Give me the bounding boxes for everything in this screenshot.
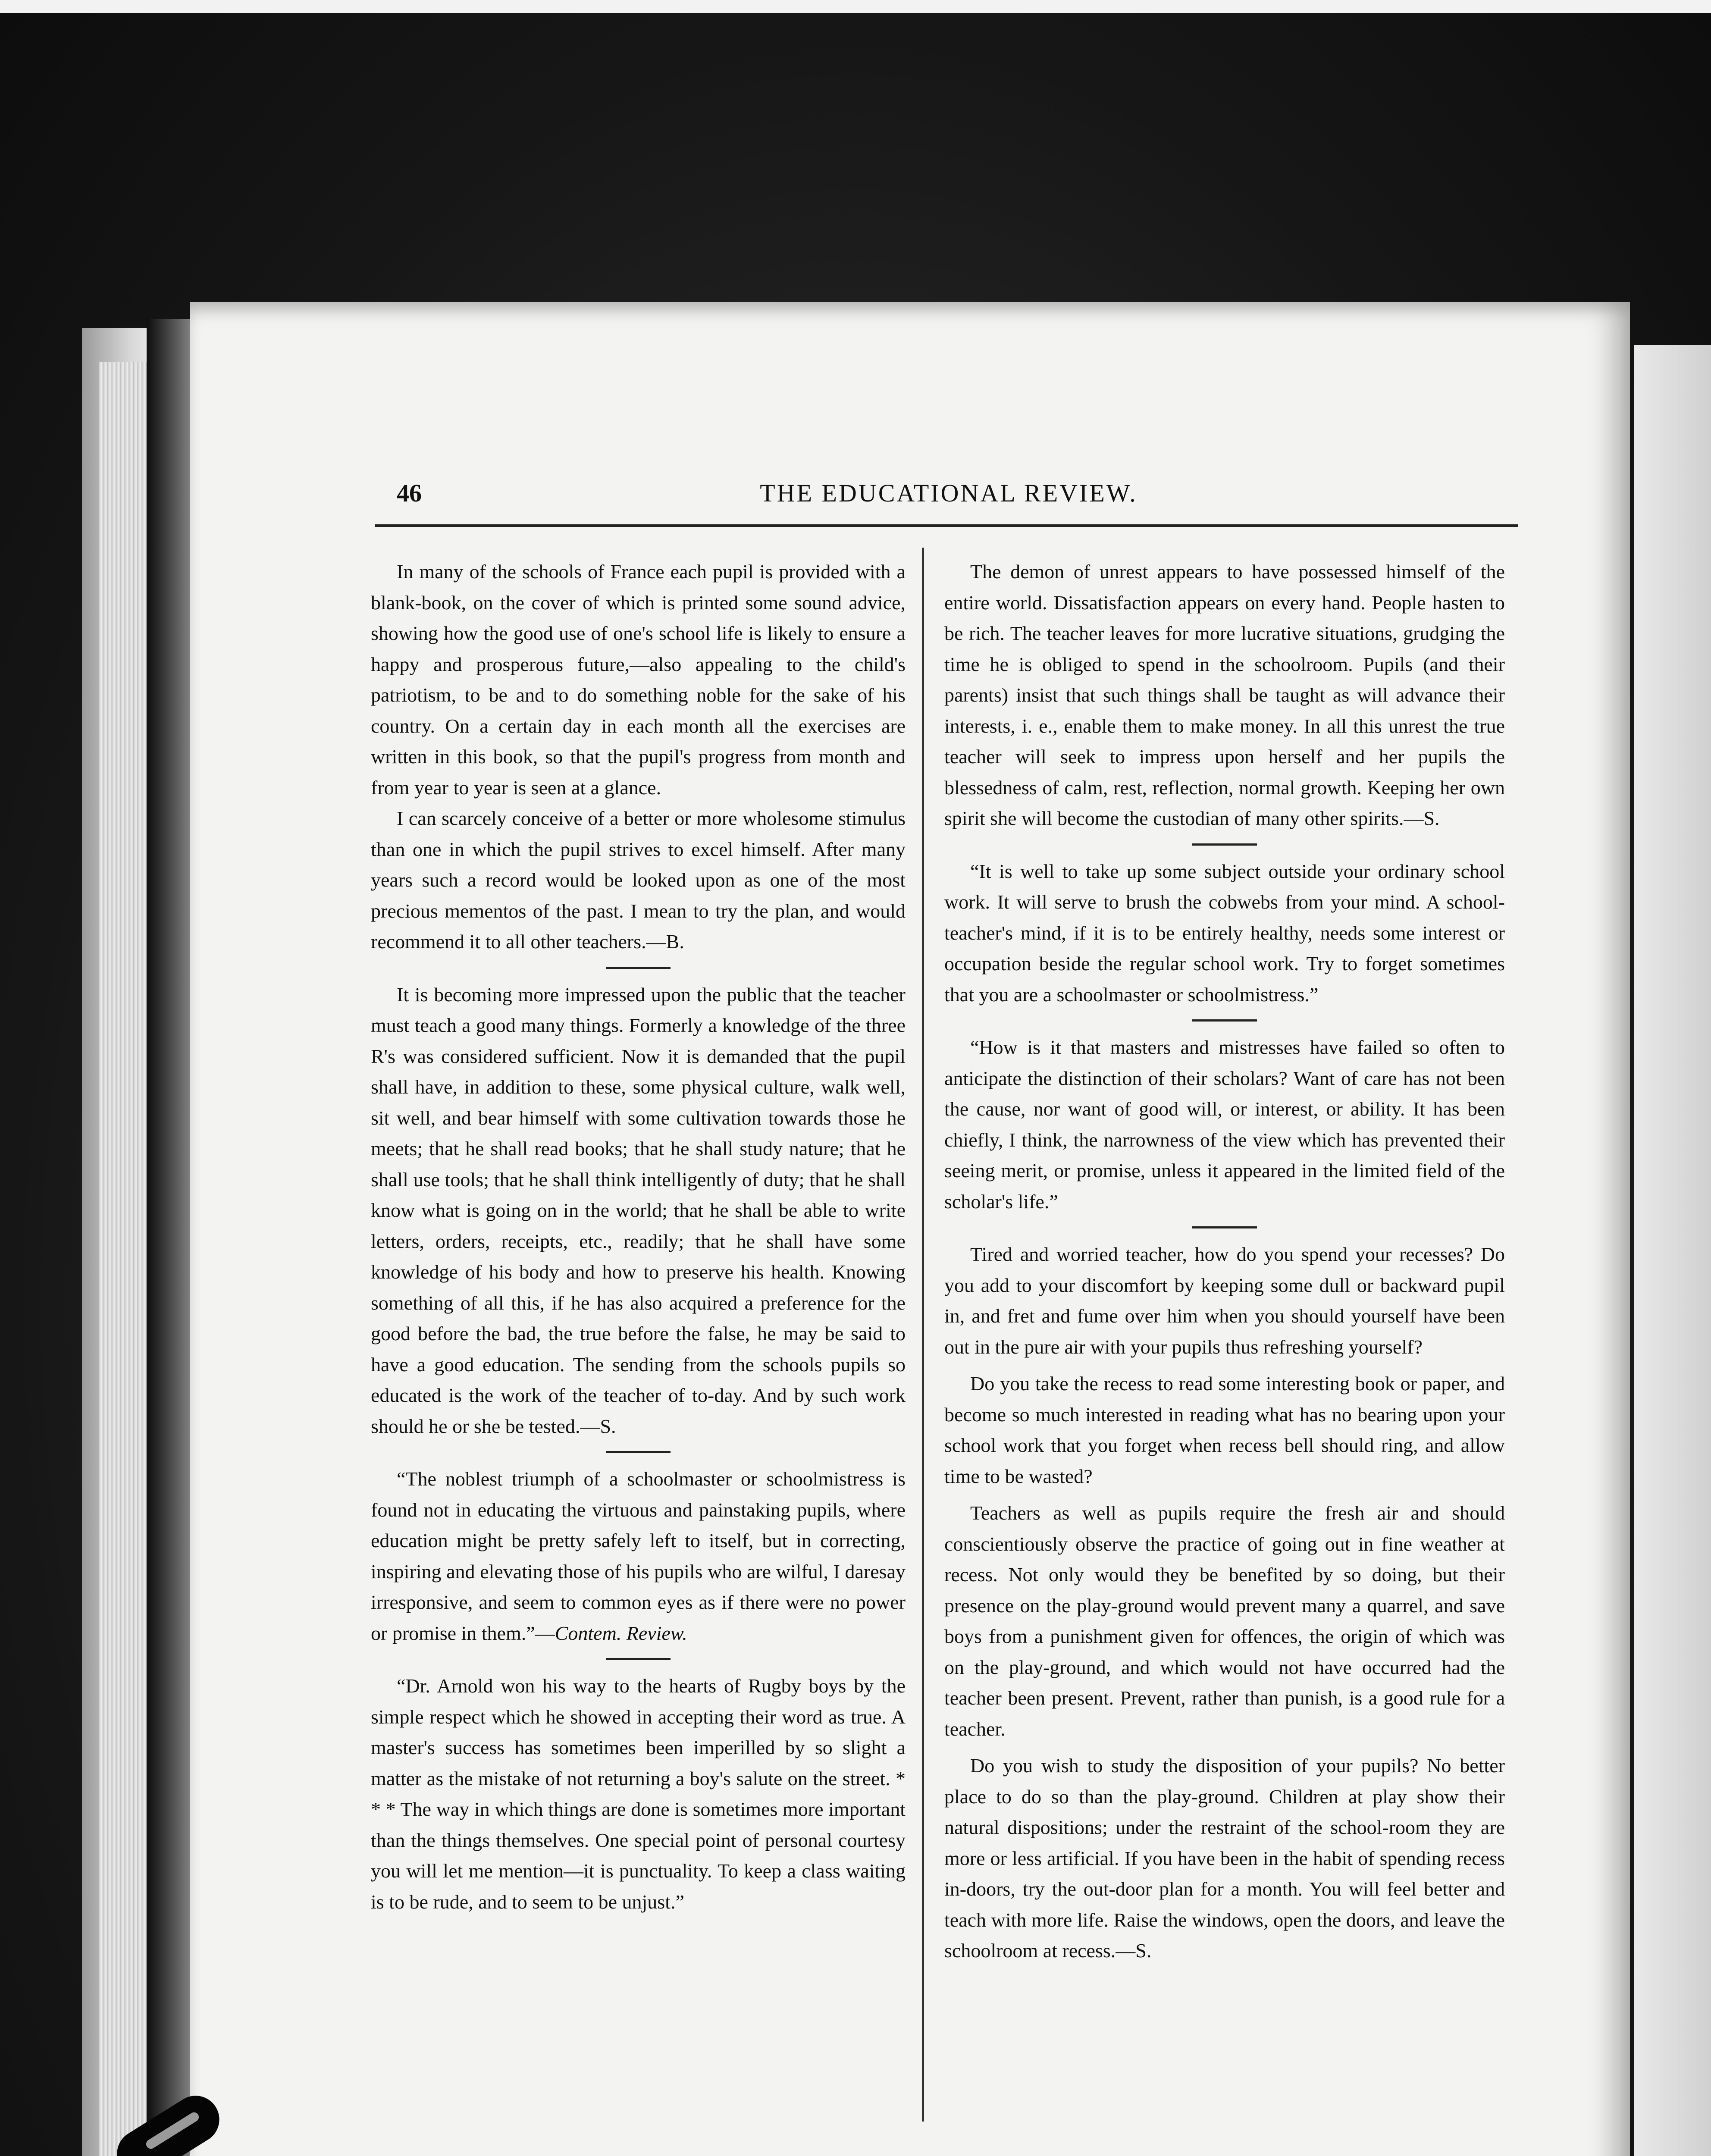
paragraph-france-blank-book: In many of the schools of France each pupil is provided with a blank-book, on the cover of which is printed some sound advice, showing how the good use of one's school life is likely to ensure a happy and prosperous future,—also appealing to the child's patriotism, to be and to do something noble for the sake of his country. On a certain day in each month all the exercises are written in this book, so that the pupil's progress from month and from year to year is seen at a glance.: [371, 561, 906, 799]
section-separator: [1192, 1226, 1257, 1228]
paragraph-recess-reading: Do you take the recess to read some interesting book or paper, and become so much interested in reading what has no bearing upon your school work that you forget when recess bell should ring, and allow time to be wasted?: [944, 1373, 1505, 1487]
paragraph-dr-arnold: “Dr. Arnold won his way to the hearts of Rugby boys by the simple respect which he showed in accepting their word as true. A master's success has sometimes been imperilled by so slight a matter as the mistake of not returning a boy's salute on the street. * * * The way in which things are done is sometimes more important than the things themselves. One special point of personal courtesy you will let me mention—it is punctuality. To keep a class waiting is to be rude, and to seem to be unjust.”: [371, 1675, 906, 1913]
section-separator: [606, 1451, 671, 1453]
quote-text: “The noblest triumph of a schoolmaster or schoolmistress is found not in educating the virtuous and painstaking pupils, where education might be pretty safely left to itself, but in correcting, inspiring and elevating those of his pupils who are wilful, I daresay irresponsive, and seem to common eyes as if there were no power or promise in them.”—: [371, 1468, 906, 1644]
paragraph-play-ground: Do you wish to study the disposition of your pupils? No better place to do so than the play-ground. Children at play show their natural dispositions; under the restraint of the school-room they are more or less artificial. If you have been in the habit of spending recess in-doors, try the out-door plan for a month. You will feel better and teach with more life. Raise the windows, open the doors, and leave the schoolroom at recess.—S.: [944, 1755, 1505, 1962]
film-edge: [0, 0, 1711, 13]
paragraph-masters-failed: “How is it that masters and mistresses have failed so often to anticipate the distinction of their scholars? Want of care has not been the cause, nor want of good will, or interest, or ability. It has been chiefly, I think, the narrowness of the view which has prevented their seeing merit, or promise, unless it appeared in the limited field of the scholar's life.”: [944, 1036, 1505, 1213]
paragraph-stimulus: I can scarcely conceive of a better or more wholesome stimulus than one in which the pupil strives to excel himself. After many years such a record would be looked upon as one of the most precious mementos of the past. I mean to try the plan, and would recommend it to all other teachers.—B.: [371, 807, 906, 953]
paragraph-demon-of-unrest: The demon of unrest appears to have possessed himself of the entire world. Dissatisfaction appears on every hand. People hasten to be rich. The teacher leaves for more lucrative situations, grudging the time he is obliged to spend in the schoolroom. Pupils (and their parents) insist that such things shall be taught as will advance their interests, i. e., enable them to make money. In all this unrest the true teacher will seek to impress upon herself and her pupils the blessedness of calm, rest, reflection, normal growth. Keeping her own spirit she will become the custodian of many other spirits.—S.: [944, 561, 1505, 829]
paragraph-outside-subject: “It is well to take up some subject outside your ordinary school work. It will serve to brush the cobwebs from your mind. A school-teacher's mind, if it is to be entirely healthy, needs some interest or occupation beside the regular school work. Try to forget sometimes that you are a schoolmaster or schoolmistress.”: [944, 860, 1505, 1006]
paragraph-recesses: Tired and worried teacher, how do you spend your recesses? Do you add to your discomfort by keeping some dull or backward pupil in, and fret and fume over him when you should yourself have been out in the pure air with your pupils thus refreshing yourself?: [944, 1243, 1505, 1358]
paragraph-noblest-triumph: [371, 1463, 906, 1648]
paragraph-fresh-air: Teachers as well as pupils require the fresh air and should conscientiously observe the practice of going out in fine weather at recess. Not only would they be benefited by so doing, but their presence on the play-ground would prevent many a quarrel, and save boys from a punishment given for offences, the origin of which was on the play-ground, and which would not have occurred had the teacher been present. Prevent, rather than punish, is a good rule for a teacher.: [944, 1502, 1505, 1740]
right-column: [944, 556, 1505, 1966]
page-number: 46: [397, 479, 422, 507]
section-separator: [606, 967, 671, 969]
quote-source: Contem. Review.: [555, 1622, 687, 1644]
left-column: [371, 556, 906, 1917]
paragraph-teacher-must-teach: It is becoming more impressed upon the public that the teacher must teach a good many things. Formerly a knowledge of the three R's was considered sufficient. Now it is demanded that the pupil shall have, in addition to these, some physical culture, walk well, sit well, and bear himself with some cultivation towards those he meets; that he shall read books; that he shall study nature; that he shall use tools; that he shall think intelligently of duty; that he shall know what is going on in the world; that he shall be able to write letters, orders, receipts, etc., readily; that he shall have some knowledge of his body and how to preserve his health. Knowing something of all this, if he has also acquired a preference for the good before the bad, the true before the false, he may be said to have a good education. The sending from the schools pupils so educated is the work of the teacher of to-day. And by such work should he or she be tested.—S.: [371, 983, 906, 1437]
section-separator: [606, 1658, 671, 1660]
running-head: [397, 479, 1501, 513]
book-gutter: [147, 319, 194, 2156]
right-page-stack: [1634, 345, 1711, 2156]
header-rule: [375, 524, 1518, 527]
journal-title: THE EDUCATIONAL REVIEW.: [760, 479, 1138, 507]
section-separator: [1192, 843, 1257, 846]
column-rule: [922, 548, 924, 2122]
section-separator: [1192, 1019, 1257, 1022]
